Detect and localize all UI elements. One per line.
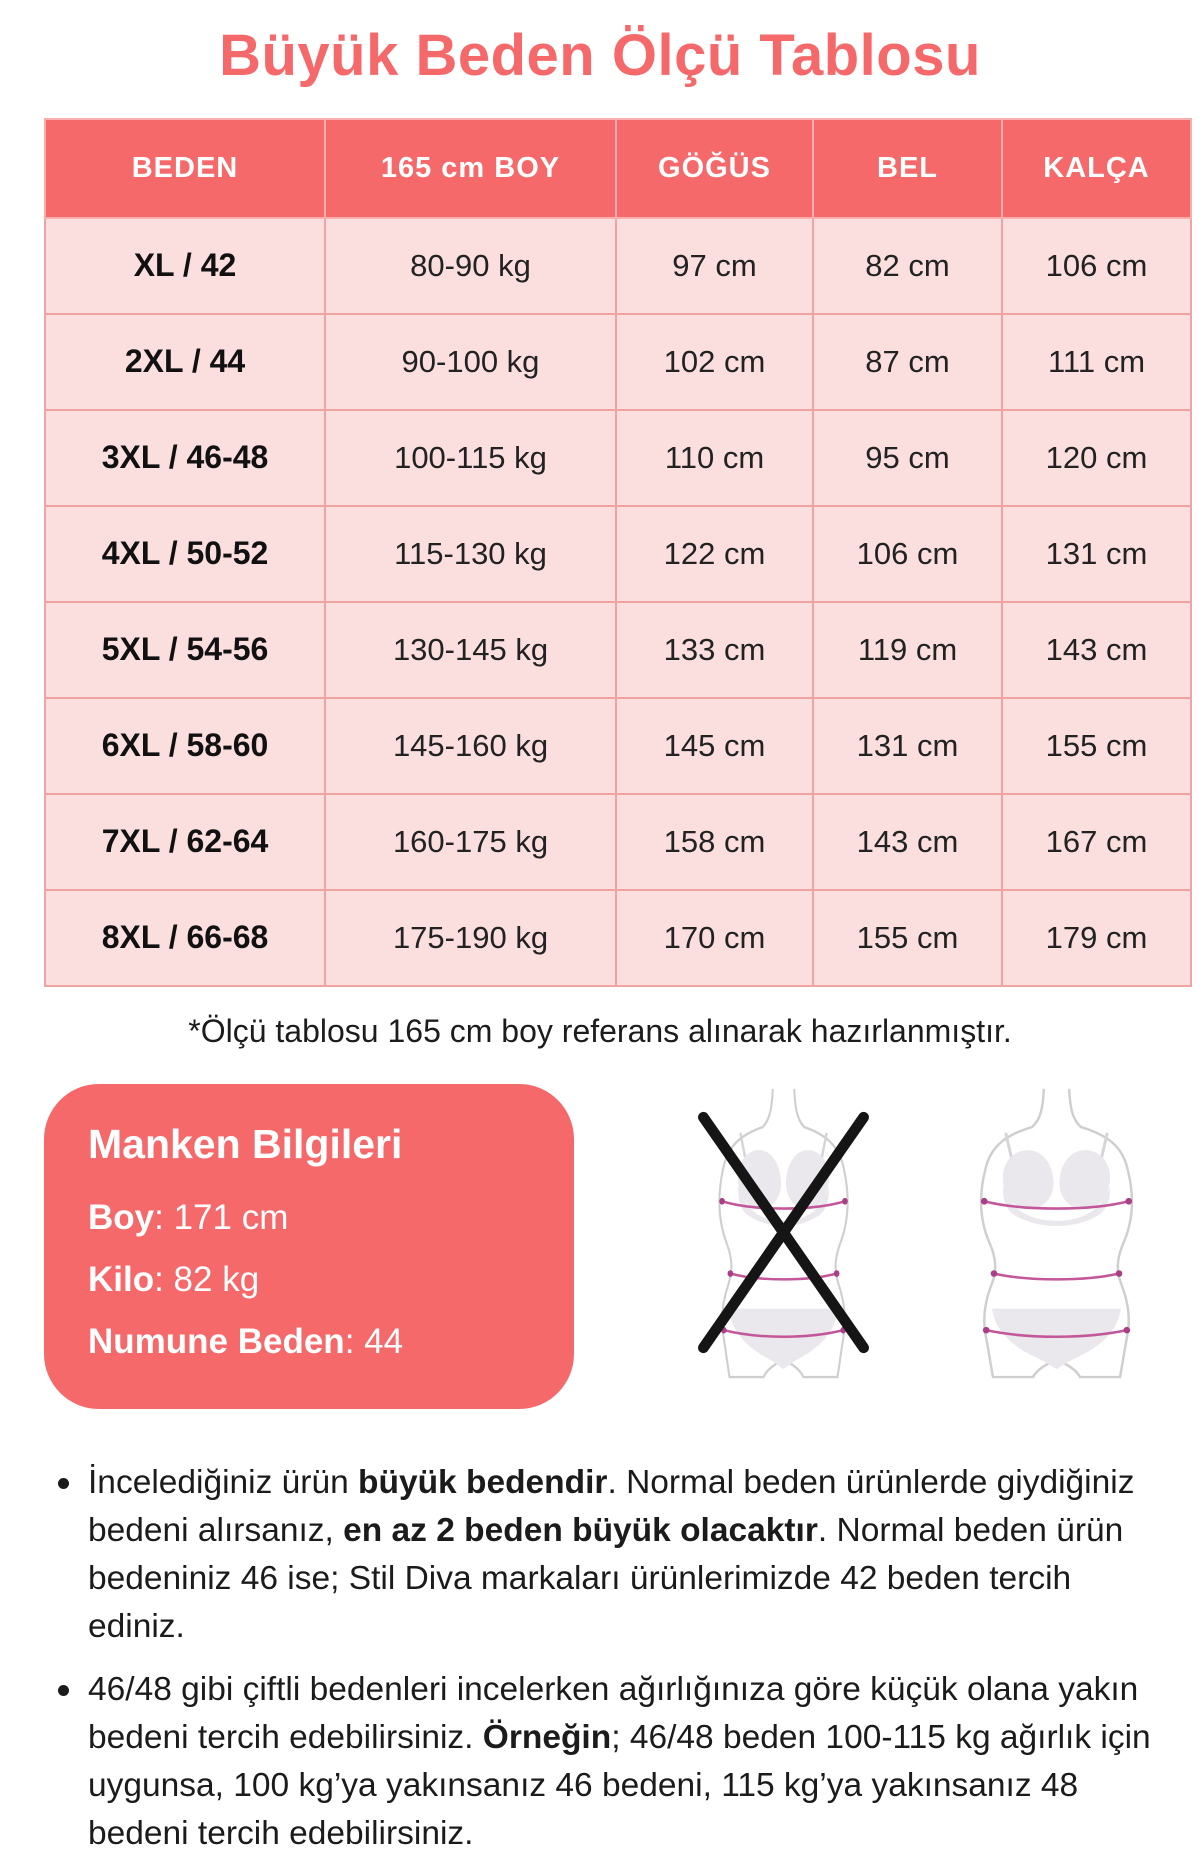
body-silhouette-correct [949,1086,1164,1379]
measurement-cell: 106 cm [813,506,1002,602]
measurement-cell: 131 cm [1002,506,1191,602]
measurement-cell: 82 cm [813,218,1002,314]
measurement-cell: 155 cm [1002,698,1191,794]
size-label-cell: 6XL / 58-60 [45,698,325,794]
table-row [45,314,1191,410]
measurement-cell: 100-115 kg [325,410,616,506]
table-row [45,506,1191,602]
measurement-cell: 97 cm [616,218,813,314]
size-label-cell: 8XL / 66-68 [45,890,325,986]
measurement-cell: 90-100 kg [325,314,616,410]
measurement-cell: 175-190 kg [325,890,616,986]
column-header: BEL [813,119,1002,218]
note-item: İncelediğiniz ürün büyük bedendir. Normal beden ürünlerde giydiğiniz bedeni alırsanız, en az 2 beden büyük olacaktır. Normal beden ürün bedeniniz 46 ise; Stil Diva markaları ürünlerimizde 42 beden tercih ediniz. [58,1459,1160,1651]
notes-list [58,1459,1160,1858]
size-table-head [45,119,1191,218]
column-header: BEDEN [45,119,325,218]
measurement-cell: 179 cm [1002,890,1191,986]
column-header: 165 cm BOY [325,119,616,218]
measurement-cell: 95 cm [813,410,1002,506]
measurement-cell: 122 cm [616,506,813,602]
table-row [45,794,1191,890]
measurement-cell: 111 cm [1002,314,1191,410]
measurement-cell: 143 cm [1002,602,1191,698]
measurement-cell: 131 cm [813,698,1002,794]
model-info-card [44,1084,574,1409]
measurement-figures [676,1086,1164,1379]
column-header: GÖĞÜS [616,119,813,218]
size-table-body [45,218,1191,986]
model-info-section [44,1084,1170,1409]
measurement-cell: 115-130 kg [325,506,616,602]
measurement-cell: 106 cm [1002,218,1191,314]
column-header: KALÇA [1002,119,1191,218]
measurement-cell: 167 cm [1002,794,1191,890]
size-label-cell: 3XL / 46-48 [45,410,325,506]
measurement-cell: 130-145 kg [325,602,616,698]
table-header-row [45,119,1191,218]
measurement-cell: 87 cm [813,314,1002,410]
measurement-cell: 119 cm [813,602,1002,698]
model-info-line: Numune Beden: 44 [88,1321,404,1361]
measurement-cell: 145 cm [616,698,813,794]
table-row [45,698,1191,794]
measurement-cell: 170 cm [616,890,813,986]
measurement-cell: 102 cm [616,314,813,410]
measurement-cell: 158 cm [616,794,813,890]
table-row [45,890,1191,986]
table-row [45,218,1191,314]
measurement-cell: 145-160 kg [325,698,616,794]
table-row [45,410,1191,506]
measurement-cell: 160-175 kg [325,794,616,890]
model-info-line: Kilo: 82 kg [88,1259,260,1299]
table-row [45,602,1191,698]
size-label-cell: 4XL / 50-52 [45,506,325,602]
body-silhouette-slim-icon [676,1086,891,1379]
measurement-cell: 80-90 kg [325,218,616,314]
body-silhouette-incorrect [676,1086,891,1379]
body-silhouette-plus-icon [949,1086,1164,1379]
size-guide-page [0,24,1200,1858]
measurement-cell: 143 cm [813,794,1002,890]
size-label-cell: 5XL / 54-56 [45,602,325,698]
table-footnote: *Ölçü tablosu 165 cm boy referans alınarak hazırlanmıştır. [188,1012,1012,1049]
size-table [44,118,1192,987]
size-label-cell: 7XL / 62-64 [45,794,325,890]
measurement-cell: 155 cm [813,890,1002,986]
note-item: 46/48 gibi çiftli bedenleri incelerken ağırlığınıza göre küçük olana yakın bedeni tercih edebilirsiniz. Örneğin; 46/48 beden 100-115 kg ağırlık için uygunsa, 100 kg’ya yakınsanız 46 bedeni, 115 kg’ya yakınsanız 48 bedeni tercih edebilirsiniz. [58,1666,1160,1858]
measurement-cell: 120 cm [1002,410,1191,506]
measurement-cell: 133 cm [616,602,813,698]
page-title: Büyük Beden Ölçü Tablosu [219,23,981,88]
model-info-line: Boy: 171 cm [88,1197,289,1237]
size-label-cell: XL / 42 [45,218,325,314]
size-label-cell: 2XL / 44 [45,314,325,410]
model-info-fields [88,1193,534,1366]
measurement-cell: 110 cm [616,410,813,506]
model-info-title: Manken Bilgileri [88,1120,403,1167]
